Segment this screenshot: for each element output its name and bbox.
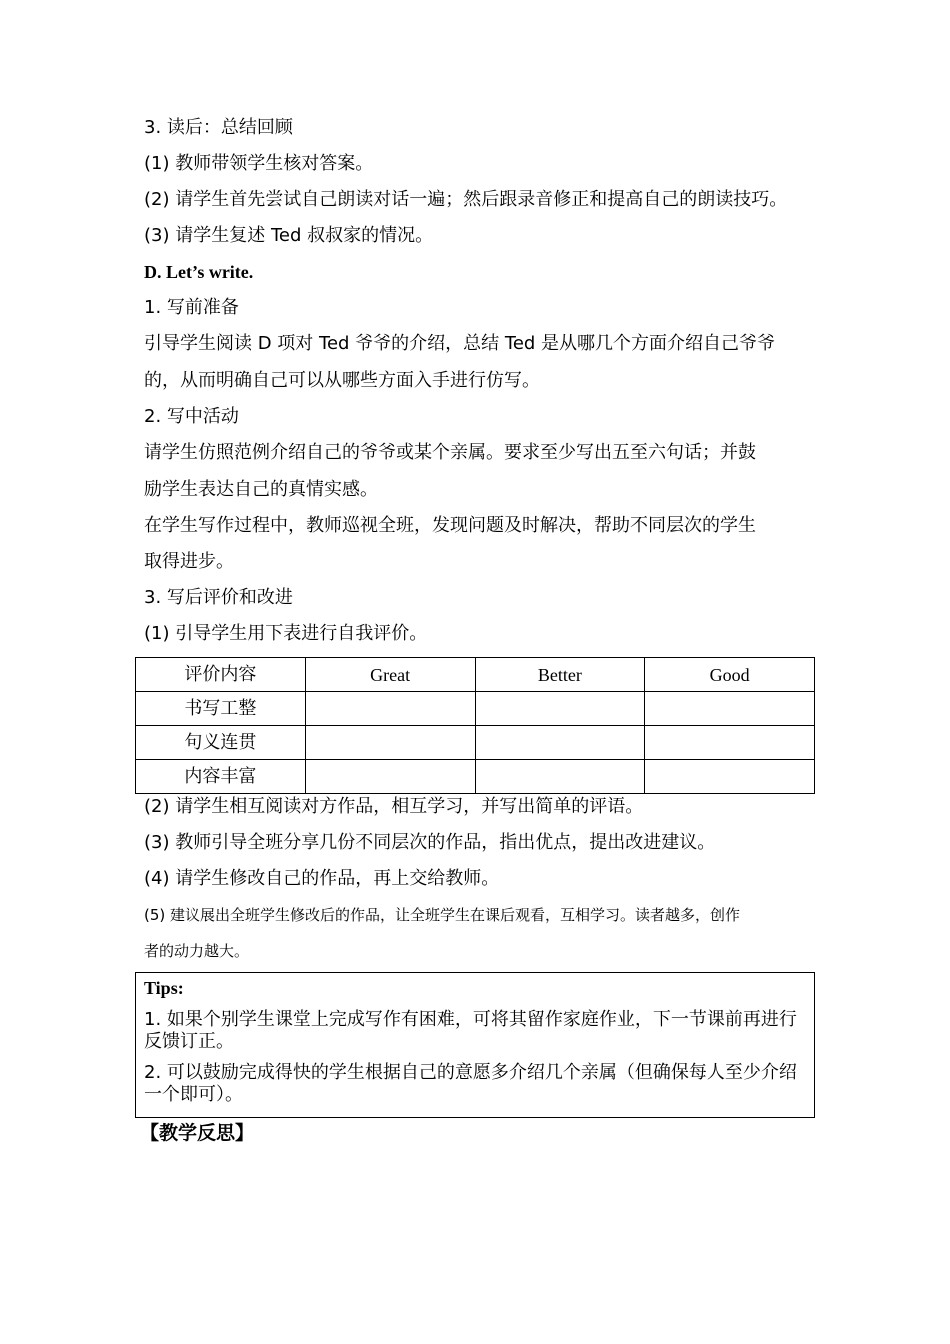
- paragraph-line: (4) 请学生修改自己的作品，再上交给教师。: [144, 868, 500, 889]
- table-cell: 句义连贯: [136, 726, 306, 760]
- self-evaluation-table: [135, 657, 815, 794]
- table-cell: [645, 726, 815, 760]
- table-header-cell: Better: [475, 658, 645, 692]
- paragraph-line: (1) 教师带领学生核对答案。: [144, 153, 374, 174]
- paragraph-line: 者的动力越大。: [144, 942, 250, 960]
- table-row: [136, 692, 815, 726]
- paragraph-line: 请学生仿照范例介绍自己的爷爷或某个亲属。要求至少写出五至六句话；并鼓: [144, 442, 756, 463]
- table-cell: [645, 692, 815, 726]
- paragraph-line: 引导学生阅读 D 项对 Ted 爷爷的介绍，总结 Ted 是从哪几个方面介绍自己爷爷: [144, 333, 776, 354]
- section-heading-after-reading: 3. 读后：总结回顾: [144, 117, 293, 138]
- table-cell: [305, 726, 475, 760]
- tips-item: 1. 如果个别学生课堂上完成写作有困难，可将其留作家庭作业，下一节课前再进行反馈订正。: [144, 1009, 797, 1052]
- paragraph-line: (3) 教师引导全班分享几份不同层次的作品，指出优点，提出改进建议。: [144, 832, 716, 853]
- table-header-cell: Good: [645, 658, 815, 692]
- paragraph-line: (5) 建议展出全班学生修改后的作品，让全班学生在课后观看，互相学习。读者越多，创作: [144, 906, 741, 924]
- table-cell: 书写工整: [136, 692, 306, 726]
- table-cell: [475, 692, 645, 726]
- table-cell: [305, 692, 475, 726]
- section-heading-while-writing: 2. 写中活动: [144, 406, 239, 427]
- paragraph-line: (1) 引导学生用下表进行自我评价。: [144, 623, 428, 644]
- table-cell: [475, 760, 645, 794]
- paragraph-line: (2) 请学生首先尝试自己朗读对话一遍；然后跟录音修正和提高自己的朗读技巧。: [144, 189, 788, 210]
- table-cell: 内容丰富: [136, 760, 306, 794]
- table-header-row: [136, 658, 815, 692]
- table-row: [136, 760, 815, 794]
- table-header-cell: Great: [305, 658, 475, 692]
- paragraph-line: 励学生表达自己的真情实感。: [144, 479, 378, 500]
- table-cell: [475, 726, 645, 760]
- section-heading-post-writing: 3. 写后评价和改进: [144, 587, 293, 608]
- teaching-reflection-heading: 【教学反思】: [140, 1122, 255, 1144]
- section-title-lets-write: D. Let’s write.: [144, 262, 254, 282]
- paragraph-line: 的，从而明确自己可以从哪些方面入手进行仿写。: [144, 370, 540, 391]
- table-row: [136, 726, 815, 760]
- paragraph-line: 取得进步。: [144, 551, 234, 572]
- table-header-cell: 评价内容: [136, 658, 306, 692]
- paragraph-line: 在学生写作过程中，教师巡视全班，发现问题及时解决，帮助不同层次的学生: [144, 515, 756, 536]
- tips-item: 2. 可以鼓励完成得快的学生根据自己的意愿多介绍几个亲属（但确保每人至少介绍一个即可）。: [144, 1062, 797, 1105]
- table-cell: [305, 760, 475, 794]
- paragraph-line: (2) 请学生相互阅读对方作品，相互学习，并写出简单的评语。: [144, 796, 644, 817]
- table-cell: [645, 760, 815, 794]
- section-heading-pre-writing: 1. 写前准备: [144, 297, 239, 318]
- paragraph-line: (3) 请学生复述 Ted 叔叔家的情况。: [144, 225, 434, 246]
- tips-box: [135, 972, 815, 1118]
- tips-title: Tips:: [144, 978, 184, 998]
